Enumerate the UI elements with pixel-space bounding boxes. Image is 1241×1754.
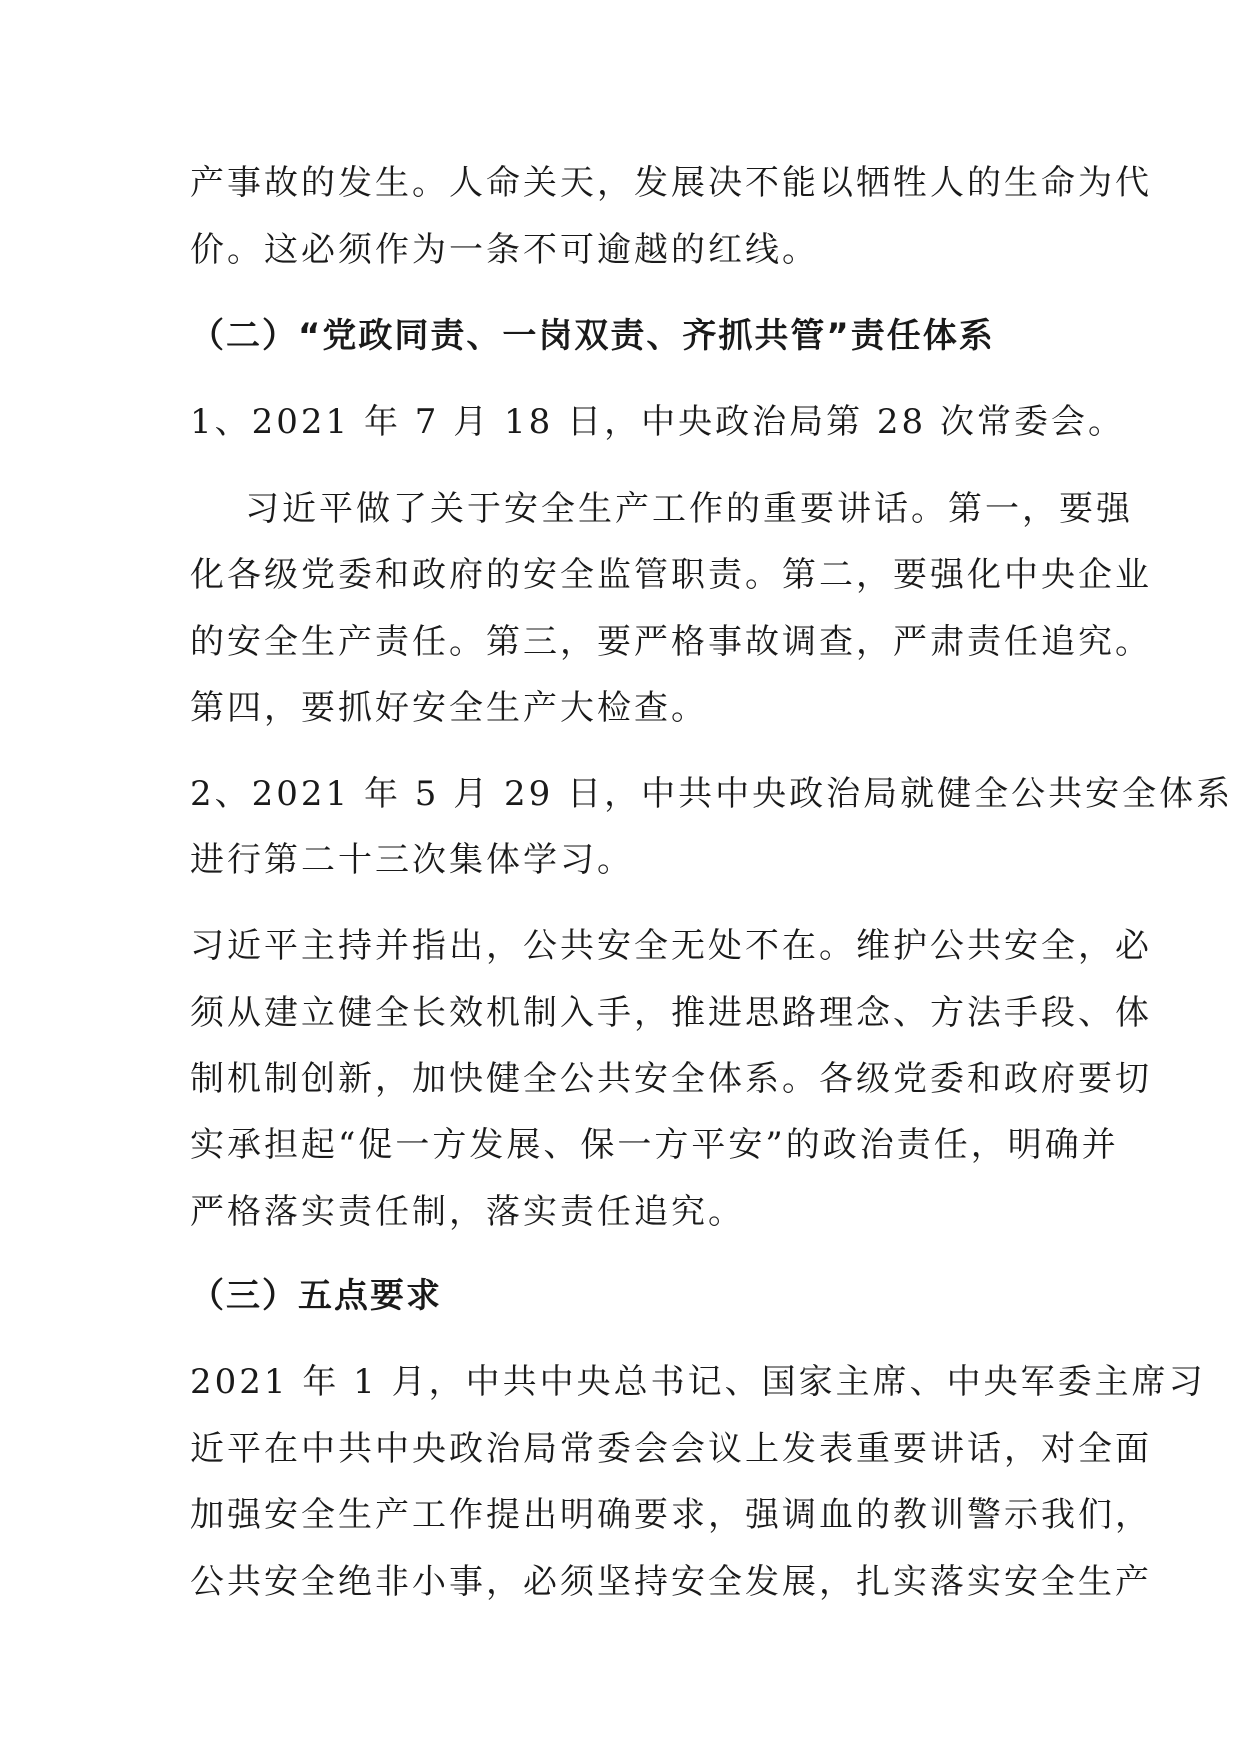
paragraph-line: 产事故的发生。人命关天，发展决不能以牺牲人的生命为代 [190, 163, 1152, 203]
paragraph-line: 须从建立健全长效机制入手，推进思路理念、方法手段、体 [190, 993, 1152, 1033]
paragraph-line: 的安全生产责任。第三，要严格事故调查，严肃责任追究。 [190, 622, 1152, 662]
section-heading-2: （二）“党政同责、一岗双责、齐抓共管”责任体系 [190, 316, 995, 356]
list-item-2: 2、2021 年 5 月 29 日，中共中央政治局就健全公共安全体系 [190, 774, 1234, 814]
paragraph-line: 价。这必须作为一条不可逾越的红线。 [190, 230, 819, 270]
paragraph-line: 实承担起“促一方发展、保一方平安”的政治责任，明确并 [190, 1125, 1119, 1165]
paragraph-line: 化各级党委和政府的安全监管职责。第二，要强化中央企业 [190, 555, 1152, 595]
paragraph-line: 近平在中共中央政治局常委会会议上发表重要讲话，对全面 [190, 1429, 1152, 1469]
paragraph-line: 习近平做了关于安全生产工作的重要讲话。第一，要强 [245, 489, 1133, 529]
section-heading-3: （三）五点要求 [190, 1276, 442, 1316]
paragraph-line: 公共安全绝非小事，必须坚持安全发展，扎实落实安全生产 [190, 1562, 1152, 1602]
paragraph-line: 制机制创新，加快健全公共安全体系。各级党委和政府要切 [190, 1059, 1152, 1099]
paragraph-line: 严格落实责任制，落实责任追究。 [190, 1192, 745, 1232]
paragraph-line: 2021 年 1 月，中共中央总书记、国家主席、中央军委主席习 [190, 1362, 1206, 1402]
list-item-1: 1、2021 年 7 月 18 日，中央政治局第 28 次常委会。 [190, 402, 1125, 442]
paragraph-line: 进行第二十三次集体学习。 [190, 840, 634, 880]
paragraph-line: 加强安全生产工作提出明确要求，强调血的教训警示我们， [190, 1495, 1152, 1535]
paragraph-line: 第四，要抓好安全生产大检查。 [190, 688, 708, 728]
paragraph-line: 习近平主持并指出，公共安全无处不在。维护公共安全，必 [190, 926, 1152, 966]
